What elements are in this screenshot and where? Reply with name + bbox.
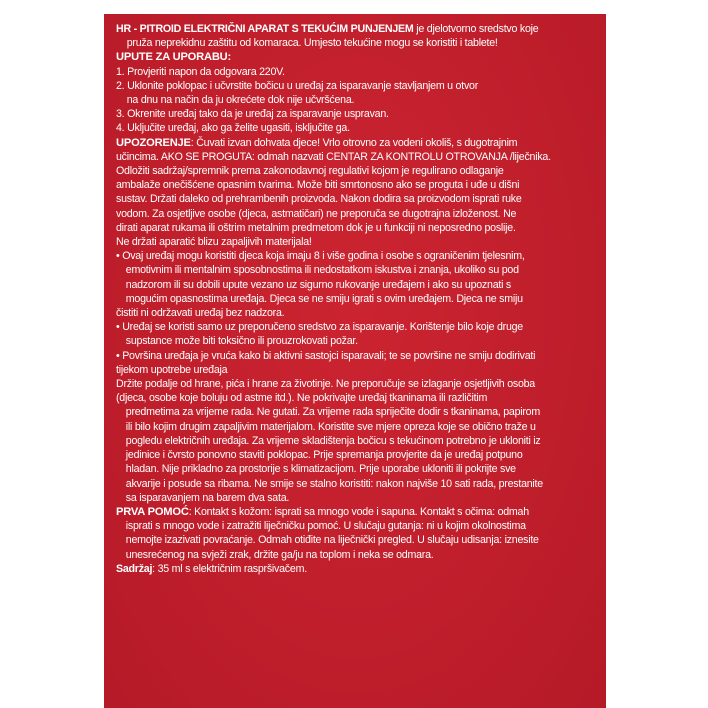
warning-line: emotivnim ili mentalnim sposobnostima ili nedostatkom iskustva i znanja, ukoliko su pod	[125, 264, 519, 277]
intro-line-2: pruža neprekidnu zaštitu od komaraca. Umjesto tekućine mogu se koristiti i tablete!	[126, 37, 498, 50]
warning-line: sa isparavanjem na barem dva sata.	[125, 491, 290, 504]
usage-line: 4. Uključite uređaj, ako ga želite ugasiti, isključite ga.	[116, 122, 350, 135]
warning-line: akvarije i posude sa ribama. Ne smije se stalno koristiti: nakon najviše 10 sati rada, prestanite	[125, 477, 543, 490]
warning-line: • Ovaj uređaj mogu koristiti djeca koja imaju 8 i više godina i osobe s ograničenim tjelesnim,	[116, 250, 525, 263]
warning-line: sustav. Držati daleko od prehrambenih proizvoda. Nakon dodira sa proizvodom isprati ruke	[116, 193, 522, 206]
warning-line: supstance može biti toksično ili prouzrokovati požar.	[125, 335, 358, 348]
warning-line: vodom. Za osjetljive osobe (djeca, astmatičari) ne preporuča se dugotrajna izloženost. Ne	[116, 207, 517, 220]
warning-label: UPOZORENJE	[116, 136, 191, 149]
first-aid-line: unesrećenog na svježi zrak, držite ga/ju na toplom i neka se odmara.	[125, 548, 434, 561]
first-aid-line-1: PRVA POMOĆ: Kontakt s kožom: isprati sa mnogo vode i sapuna. Kontakt s očima: odmah	[116, 505, 529, 518]
usage-line: 3. Okrenite uređaj tako da je uređaj za isparavanje uspravan.	[116, 108, 389, 121]
warning-line: ili bilo kojim drugim zapaljivim materijalom. Koristite sve mjere opreza koje se obično traže u	[125, 420, 536, 433]
warning-line: mogućim opasnostima uređaja. Djeca se ne smiju igrati s ovim uređajem. Djeca ne smiju	[125, 292, 523, 305]
warning-line-1: UPOZORENJE: Čuvati izvan dohvata djece! Vrlo otrovno za vodeni okoliš, s dugotrajnim	[116, 136, 518, 149]
product-title: HR - PITROID ELEKTRIČNI APARAT S TEKUĆIM PUNJENJEM	[116, 23, 414, 35]
first-aid-line: isprati s mnogo vode i zatražiti liječničku pomoć. U slučaju gutanja: ni u kojim okolnostima	[125, 520, 526, 533]
warning-line: Držite podalje od hrane, pića i hrane za životinje. Ne preporučuje se izlaganje osjetljivih osoba	[116, 378, 535, 391]
warning-line: pogledu električnih uređaja. Za vrijeme skladištenja bočicu s tekućinom potrebno je ukloniti iz	[125, 434, 541, 447]
first-aid-line: nemojte izazivati povraćanje. Odmah otiđite na liječnički pregled. U slučaju udisanja: iznesite	[125, 534, 539, 547]
warning-line: Ne držati aparatić blizu zapaljivih materijala!	[116, 236, 312, 249]
warning-line: učincima. AKO SE PROGUTA: odmah nazvati CENTAR ZA KONTROLU OTROVANJA /liječnika.	[116, 150, 551, 163]
usage-line: na dnu na način da ju okrećete dok nije učvršćena.	[126, 94, 355, 107]
contents-label: Sadržaj	[116, 562, 153, 575]
warning-line: dirati aparat rukama ili oštrim metalnim predmetom dok je u funkciji ni neposredno poslije.	[116, 221, 516, 234]
usage-line: 1. Provjeriti napon da odgovara 220V.	[116, 65, 285, 78]
contents-line: Sadržaj: 35 ml s električnim raspršivačem.	[116, 562, 307, 575]
warning-line: jedinice i čvrsto ponovno staviti poklopac. Prije spremanja provjerite da je uređaj potpuno	[125, 449, 523, 462]
warning-line: • Uređaj se koristi samo uz preporučeno sredstvo za isparavanje. Korištenje bilo koje druge	[116, 321, 523, 334]
intro-line-1: HR - PITROID ELEKTRIČNI APARAT S TEKUĆIM PUNJENJEM je djelotvorno sredstvo koje	[116, 23, 539, 35]
warning-line: hladan. Nije prikladno za prostorije s klimatizacijom. Prije uporabe ukloniti ili pokrijte sve	[125, 463, 516, 476]
first-aid-label: PRVA POMOĆ	[116, 505, 189, 518]
product-label-panel	[104, 14, 606, 708]
warning-line: (djeca, osobe koje boluju od astme itd.). Ne pokrivajte uređaj tkaninama ili različitim	[116, 392, 488, 405]
warning-line: čistiti ni održavati uređaj bez nadzora.	[116, 307, 285, 320]
warning-line: • Površina uređaja je vruća kako bi aktivni sastojci isparavali; te se površine ne smiju dodirivati	[116, 349, 536, 362]
warning-line: Odložiti sadržaj/spremnik prema zakonodavnoj regulativi kojom je regulirano odlaganje	[116, 165, 504, 178]
usage-line: 2. Uklonite poklopac i učvrstite bočicu u uređaj za isparavanje stavljanjem u otvor	[116, 79, 479, 92]
usage-heading: UPUTE ZA UPORABU:	[116, 51, 232, 64]
warning-line: tijekom upotrebe uređaja	[116, 363, 228, 376]
warning-line: predmetima za vrijeme rada. Ne gutati. Za vrijeme rada spriječite dodir s tkaninama, papirom	[125, 406, 540, 419]
warning-line: ambalaže onečišćene opasnim tvarima. Može biti smrtonosno ako se proguta i uđe u dišni	[116, 179, 520, 192]
warning-line: nadzorom ili su dobili upute vezano uz sigurno rukovanje uređajem i ako su upoznati s	[125, 278, 511, 291]
